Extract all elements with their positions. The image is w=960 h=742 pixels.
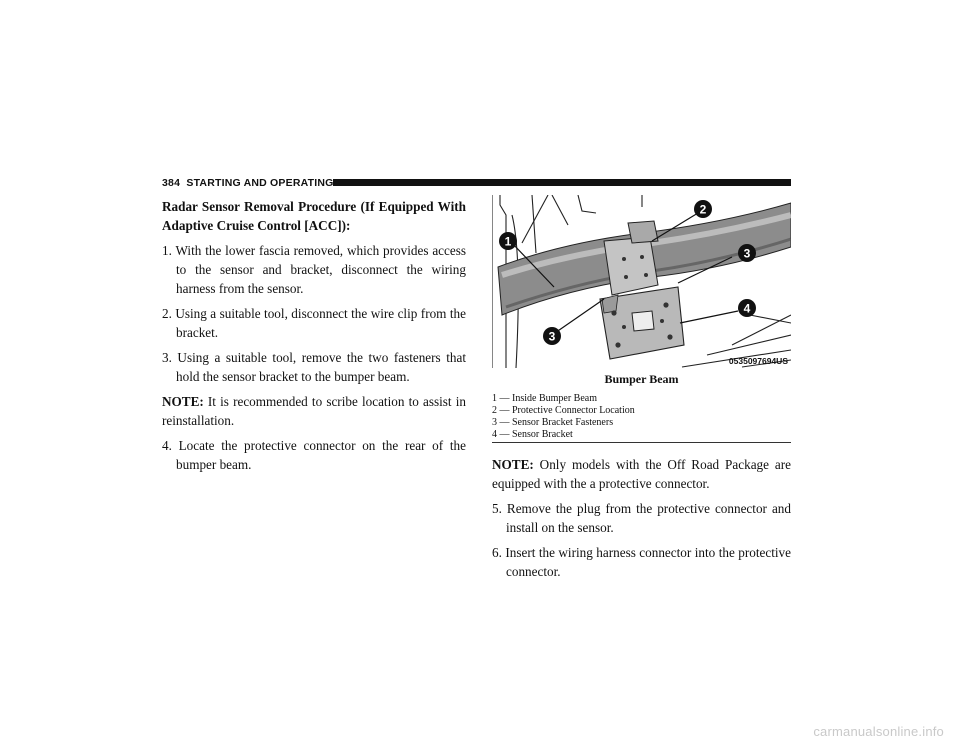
step-2: 2. Using a suitable tool, disconnect the wire clip from the bracket.: [162, 306, 466, 340]
note-label: NOTE:: [492, 457, 534, 472]
procedure-heading: Radar Sensor Removal Procedure (If Equipped With Adaptive Cruise Control [ACC]):: [162, 199, 466, 233]
callout-1: [499, 232, 517, 250]
figure-caption: Bumper Beam: [604, 372, 679, 386]
note-text: Only models with the Off Road Package are equipped with the a protective connector.: [492, 457, 791, 491]
step-5: 5. Remove the plug from the protective connector and install on the sensor.: [492, 501, 791, 535]
section-title: STARTING AND OPERATING: [186, 177, 334, 189]
figure-legend: [492, 393, 791, 441]
callout-3-upper: [738, 244, 756, 262]
right-column: [492, 455, 791, 587]
note-off-road: [492, 455, 791, 493]
step-4: 4. Locate the protective connector on the rear of the bumper beam.: [162, 438, 466, 472]
footer-watermark-bar: [0, 722, 960, 742]
note-label: NOTE:: [162, 394, 204, 409]
figure-code: 0535097694US: [728, 356, 788, 366]
step-6: 6. Insert the wiring harness connector into the protective connector.: [492, 545, 791, 579]
bumper-beam-figure: [492, 195, 791, 368]
callout-2-label: 2: [699, 202, 707, 217]
step-3: 3. Using a suitable tool, remove the two fasteners that hold the sensor bracket to the bumper beam.: [162, 350, 466, 384]
callout-2: [694, 200, 712, 218]
note-scribe: [162, 392, 466, 430]
callout-4-label: 4: [743, 301, 751, 316]
legend-rule: [492, 442, 791, 443]
page-header-title: [162, 176, 334, 190]
note-text: It is recommended to scribe location to assist in reinstallation.: [162, 394, 466, 428]
bumper-beam-illustration: [492, 195, 791, 368]
callout-3-lower: [543, 327, 561, 345]
legend-item: 2 — Protective Connector Location: [492, 405, 635, 416]
legend-item: 3 — Sensor Bracket Fasteners: [492, 417, 614, 428]
legend-item: 1 — Inside Bumper Beam: [492, 393, 597, 404]
page-header: [162, 176, 791, 190]
page-number: 384: [162, 177, 181, 189]
callout-4: [738, 299, 756, 317]
callout-3-upper-label: 3: [743, 246, 751, 261]
callout-3-lower-label: 3: [548, 329, 556, 344]
header-rule: [333, 179, 791, 186]
step-1: 1. With the lower fascia removed, which provides access to the sensor and bracket, disconnect the wiring harness from the sensor.: [162, 243, 466, 296]
left-column: [162, 197, 466, 480]
callout-1-label: 1: [504, 234, 512, 249]
legend-item: 4 — Sensor Bracket: [492, 429, 573, 440]
watermark-link[interactable]: carmanualsonline.info: [813, 724, 944, 739]
